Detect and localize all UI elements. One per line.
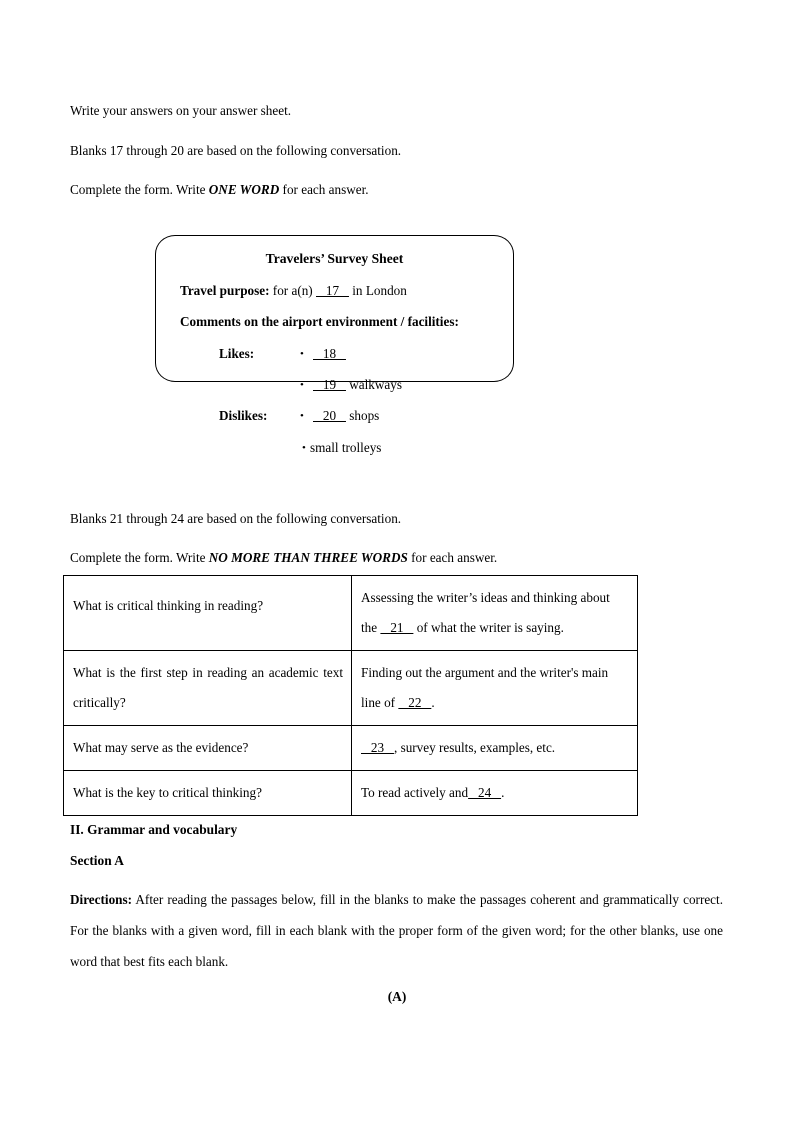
dislikes-row	[219, 408, 379, 424]
instruction-write-answers: Write your answers on your answer sheet.	[70, 103, 292, 118]
directions-paragraph	[70, 884, 723, 977]
blank-21[interactable]: 21	[380, 620, 414, 635]
table-cell-answer	[352, 576, 638, 651]
blank-17[interactable]: 17	[316, 283, 349, 298]
answer-pre: Finding out the argument and the writer's main line of	[361, 665, 609, 710]
travel-purpose-label: Travel purpose:	[180, 283, 270, 298]
bullet-icon: •	[300, 348, 304, 360]
instruction-one-word	[70, 182, 369, 198]
instruction-blanks-21-24: Blanks 21 through 24 are based on the following conversation.	[70, 511, 402, 526]
bullet-icon: •	[300, 410, 304, 422]
table-cell-question	[64, 771, 352, 816]
answer-text	[352, 726, 637, 770]
answer-pre: To read actively and	[361, 785, 469, 800]
dislikes-label: Dislikes:	[219, 408, 268, 423]
blank-18[interactable]: 18	[313, 346, 346, 361]
directions-text: After reading the passages below, fill in the blanks to make the passages coherent and grammatically correct. For the blanks with a given word, fill in each blank with the proper form of the given word; for the other blanks, use one word that best fits each blank.	[70, 892, 723, 969]
walkways-text: walkways	[345, 377, 403, 392]
answer-post: , survey results, examples, etc.	[393, 740, 556, 755]
dislikes-text: shops	[345, 408, 380, 423]
instruction-one-word-emphasis: ONE WORD	[208, 182, 280, 197]
part-label-a: (A)	[387, 989, 407, 1004]
answer-post: of what the writer is saying.	[413, 620, 564, 635]
instruction-one-word-pre: Complete the form. Write	[70, 182, 209, 197]
blank-22[interactable]: 22	[398, 695, 432, 710]
directions-label: Directions:	[70, 892, 133, 907]
critical-thinking-table	[63, 575, 638, 816]
answer-post: .	[431, 695, 435, 710]
trolleys-row	[302, 440, 381, 456]
travel-purpose-post: in London	[348, 283, 407, 298]
section-subheading-a: Section A	[70, 853, 124, 868]
section-heading-grammar: II. Grammar and vocabulary	[70, 822, 238, 837]
answer-pre: Assessing the writer’s ideas and thinking about the	[361, 590, 610, 635]
table-row	[64, 771, 638, 816]
answer-text	[352, 576, 637, 650]
answer-text	[352, 771, 637, 815]
table-cell-answer	[352, 651, 638, 726]
table-row	[64, 726, 638, 771]
trolleys-text: small trolleys	[310, 440, 382, 455]
table-row	[64, 651, 638, 726]
bullet-icon: •	[302, 442, 306, 454]
instruction-blanks-17-20: Blanks 17 through 20 are based on the following conversation.	[70, 143, 402, 158]
table-row	[64, 576, 638, 651]
question-text: What is critical thinking in reading?	[73, 598, 264, 613]
blank-19[interactable]: 19	[313, 377, 346, 392]
blank-23[interactable]: 23	[361, 740, 394, 755]
bullet-icon: •	[300, 379, 304, 391]
instruction-three-words-emphasis: NO MORE THAN THREE WORDS	[208, 550, 408, 565]
instruction-three-words-post: for each answer.	[407, 550, 498, 565]
likes-label: Likes:	[219, 346, 255, 361]
table-cell-answer	[352, 726, 638, 771]
question-text: What is the key to critical thinking?	[73, 785, 262, 800]
travel-purpose-pre: for a(n)	[269, 283, 316, 298]
survey-sheet-border-box	[155, 235, 514, 382]
table-cell-question	[64, 651, 352, 726]
blank-24[interactable]: 24	[468, 785, 502, 800]
comments-heading: Comments on the airport environment / facilities:	[180, 314, 459, 329]
question-text: What may serve as the evidence?	[73, 740, 249, 755]
answer-text	[352, 651, 637, 725]
table-cell-answer	[352, 771, 638, 816]
instruction-three-words	[70, 550, 497, 566]
blank-20[interactable]: 20	[313, 408, 346, 423]
survey-sheet-title: Travelers’ Survey Sheet	[265, 251, 404, 266]
instruction-one-word-post: for each answer.	[279, 182, 369, 197]
answer-post: .	[501, 785, 505, 800]
question-text: What is the first step in reading an academic text critically?	[73, 665, 343, 710]
instruction-three-words-pre: Complete the form. Write	[70, 550, 209, 565]
table-cell-question	[64, 726, 352, 771]
table-cell-question	[64, 576, 352, 651]
